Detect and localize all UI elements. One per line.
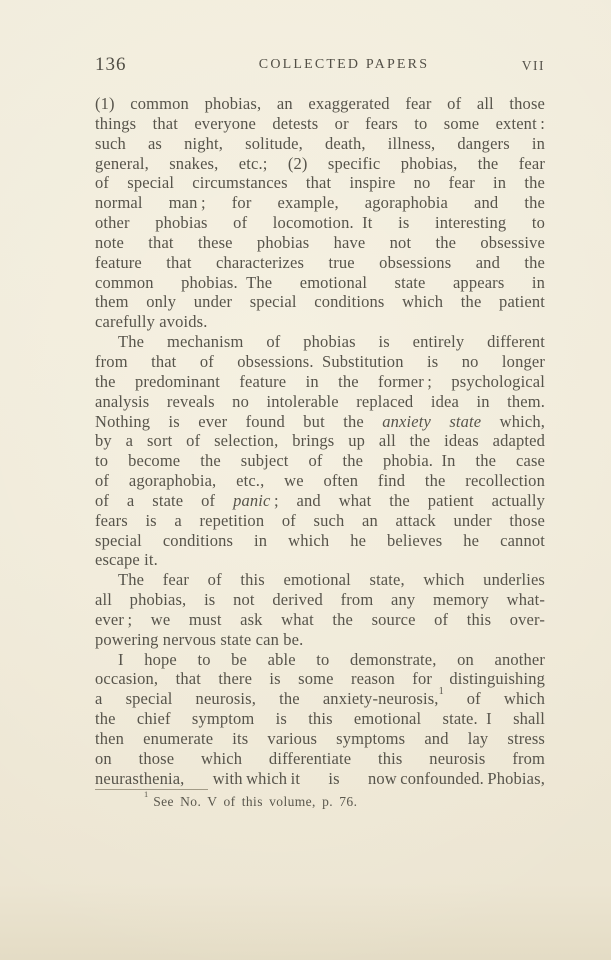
chapter-numeral: VII bbox=[521, 58, 545, 73]
footnote-reference: 1 bbox=[438, 685, 444, 697]
text-segment: them only under special conditions which the patient bbox=[95, 292, 545, 312]
text-segment: all phobias, is not derived from any memory what- bbox=[95, 590, 545, 610]
text-segment: such as night, solitude, death, illness, dangers in bbox=[95, 133, 545, 153]
text-line bbox=[95, 729, 545, 749]
text-segment: by a sort of selection, brings up all the ideas adapted bbox=[95, 431, 545, 451]
text-line bbox=[95, 590, 545, 610]
text-segment: powering nervous state can be. bbox=[95, 629, 304, 649]
text-line bbox=[95, 471, 545, 491]
text-segment: The mechanism of phobias is entirely different bbox=[118, 332, 545, 352]
text-line bbox=[95, 570, 545, 590]
text-line bbox=[95, 431, 545, 451]
text-line bbox=[95, 769, 545, 789]
text-segment: other phobias of locomotion. It is interesting to bbox=[95, 213, 545, 233]
text-line bbox=[95, 511, 545, 531]
footnote-rule bbox=[95, 789, 208, 790]
text-segment: ever ; we must ask what the source of this over- bbox=[95, 609, 545, 629]
text-segment: occasion, that there is some reason for distinguishing bbox=[95, 669, 545, 689]
text-segment: feature that characterizes true obsessions and the bbox=[95, 252, 545, 272]
text-line bbox=[95, 685, 545, 709]
text-segment: a special neurosis, the anxiety-neurosis, bbox=[95, 689, 439, 709]
text-line bbox=[95, 412, 545, 432]
footnote-text: See No. V of this volume, p. 76. bbox=[153, 794, 358, 809]
text-segment: things that everyone detests or fears to some extent : bbox=[95, 113, 545, 133]
text-segment: of special circumstances that inspire no fear in the bbox=[95, 173, 545, 193]
text-segment: from that of obsessions. Substitution is no longer bbox=[95, 351, 545, 371]
text-line bbox=[95, 173, 545, 193]
text-line bbox=[95, 352, 545, 372]
text-line bbox=[95, 709, 545, 729]
running-title: COLLECTED PAPERS bbox=[258, 57, 430, 72]
footnote bbox=[95, 790, 545, 810]
text-segment: which, bbox=[481, 411, 546, 431]
text-segment: the chief symptom is this emotional state. I shall bbox=[95, 709, 545, 729]
text-segment: on those which differentiate this neurosis from bbox=[95, 748, 545, 768]
text-line bbox=[95, 312, 545, 332]
text-segment: analysis reveals no intolerable replaced idea in them. bbox=[95, 391, 545, 411]
text-line bbox=[95, 610, 545, 630]
text-segment: normal man ; for example, agoraphobia and the bbox=[95, 193, 545, 213]
text-segment: special conditions in which he believes he cannot bbox=[95, 530, 545, 550]
text-segment: of which bbox=[443, 689, 545, 709]
text-segment: note that these phobias have not the obsessive bbox=[95, 232, 545, 252]
text-line bbox=[95, 233, 545, 253]
text-line bbox=[95, 332, 545, 352]
text-column bbox=[95, 94, 545, 789]
emphasized-text: anxiety state bbox=[382, 411, 482, 431]
text-segment: ; and what the patient actually bbox=[270, 490, 545, 510]
page-header bbox=[95, 54, 545, 76]
text-line bbox=[95, 273, 545, 293]
text-segment: the predominant feature in the former ; psychological bbox=[95, 371, 545, 391]
text-segment: fears is a repetition of such an attack under those bbox=[95, 510, 545, 530]
text-segment: I hope to be able to demonstrate, on another bbox=[118, 649, 545, 669]
text-segment: of a state of bbox=[95, 490, 234, 510]
text-line bbox=[95, 749, 545, 769]
text-line bbox=[95, 669, 545, 689]
text-segment: The fear of this emotional state, which underlies bbox=[118, 570, 545, 590]
text-line bbox=[95, 253, 545, 273]
text-line bbox=[95, 154, 545, 174]
text-line bbox=[95, 94, 545, 114]
text-segment: general, snakes, etc.; (2) specific phobias, the fear bbox=[95, 153, 545, 173]
text-line bbox=[95, 292, 545, 312]
text-line bbox=[95, 114, 545, 134]
text-line bbox=[95, 630, 545, 650]
emphasized-text: panic bbox=[233, 490, 271, 510]
text-segment: Nothing is ever found but the bbox=[95, 411, 383, 431]
footnote-marker: 1 bbox=[144, 790, 149, 799]
text-line bbox=[95, 134, 545, 154]
text-segment: escape it. bbox=[95, 550, 158, 570]
text-line bbox=[95, 451, 545, 471]
text-segment: then enumerate its various symptoms and lay stress bbox=[95, 729, 545, 748]
text-segment: neurasthenia, with which it is now confounded. Phobias, bbox=[95, 768, 545, 788]
text-line bbox=[95, 392, 545, 412]
text-segment: common phobias. The emotional state appears in bbox=[95, 272, 545, 292]
text-segment: to become the subject of the phobia. In the case bbox=[95, 451, 545, 471]
text-segment: (1) common phobias, an exaggerated fear of all those bbox=[95, 94, 545, 113]
text-segment: carefully avoids. bbox=[95, 312, 208, 332]
text-line bbox=[95, 531, 545, 551]
text-line bbox=[95, 213, 545, 233]
text-line bbox=[95, 550, 545, 570]
text-line bbox=[95, 650, 545, 670]
text-line bbox=[95, 193, 545, 213]
text-line bbox=[95, 372, 545, 392]
page-number: 136 bbox=[95, 54, 127, 75]
text-segment: of agoraphobia, etc., we often find the recollection bbox=[95, 471, 545, 491]
text-line bbox=[95, 491, 545, 511]
